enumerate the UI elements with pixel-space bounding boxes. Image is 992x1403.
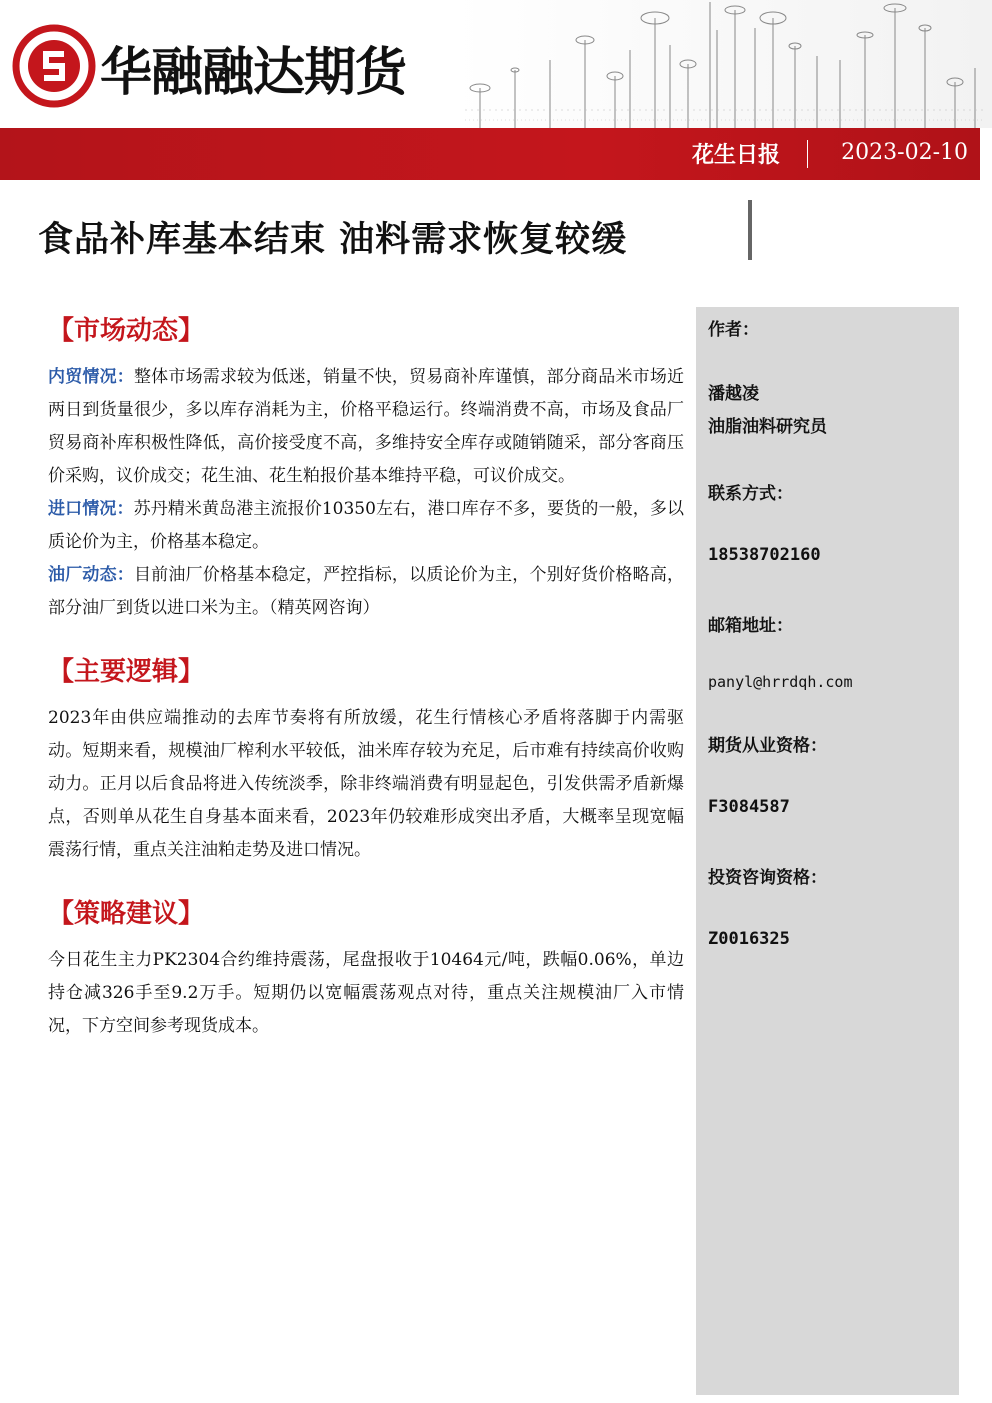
author-name: 潘越凌 [708, 384, 759, 404]
consult-cert-number: Z0016325 [708, 929, 790, 949]
paragraph [48, 559, 684, 625]
report-date: 2023-02-10 [841, 140, 968, 165]
paragraph-lead: 油厂动态： [48, 565, 134, 585]
section-heading: 【市场动态】 [48, 316, 205, 346]
report-type: 花生日报 [691, 142, 780, 168]
author-title: 油脂油料研究员 [708, 417, 827, 437]
header-decoration [455, 0, 992, 128]
brand-name: 华融融达期货 [100, 43, 407, 103]
futures-cert-label: 期货从业资格： [708, 736, 827, 756]
banner-divider [807, 140, 808, 168]
futures-cert-number: F3084587 [708, 797, 790, 817]
paragraph-text: 目前油厂价格基本稳定，严控指标，以质论价为主，个别好货价格略高，部分油厂到货以进口米为主。（精英网咨询） [48, 565, 685, 618]
contact-label: 联系方式： [708, 484, 793, 504]
paragraph [48, 361, 684, 493]
paragraph-text: 今日花生主力PK2304合约维持震荡，尾盘报收于10464元/吨，跌幅0.06%，单边持仓减326手至9.2万手。短期仍以宽幅震荡观点对待，重点关注规模油厂入市情况，下方空间参考现货成本。 [48, 950, 684, 1036]
author-sidebar [696, 307, 959, 1395]
title-accent-bar [748, 200, 752, 260]
report-title: 食品补库基本结束 油料需求恢复较缓 [38, 219, 628, 260]
section-heading: 【策略建议】 [48, 899, 205, 929]
main-content [48, 310, 684, 1069]
phone-number: 18538702160 [708, 545, 821, 565]
email-label: 邮箱地址： [708, 616, 793, 636]
author-label: 作者： [708, 320, 759, 340]
paragraph-text: 整体市场需求较为低迷，销量不快，贸易商补库谨慎，部分商品米市场近两日到货量很少，多以库存消耗为主，价格平稳运行。终端消费不高，市场及食品厂贸易商补库积极性降低，高价接受度不高，多维持安全库存或随销随采，部分客商压价采购，议价成交；花生油、花生粕报价基本维持平稳，可议价成交。 [48, 367, 685, 486]
consult-cert-label: 投资咨询资格： [708, 868, 827, 888]
email-address[interactable]: panyl@hrrdqh.com [708, 673, 853, 691]
paragraph [48, 702, 684, 867]
section-market [48, 310, 684, 625]
section-logic [48, 651, 684, 867]
paragraph-lead: 内贸情况： [48, 367, 134, 387]
section-strategy [48, 893, 684, 1043]
paragraph-lead: 进口情况： [48, 499, 134, 519]
section-heading: 【主要逻辑】 [48, 657, 205, 687]
paragraph [48, 944, 684, 1043]
header-banner [0, 128, 980, 180]
paragraph-text: 2023年由供应端推动的去库节奏将有所放缓，花生行情核心矛盾将落脚于内需驱动。短期来看，规模油厂榨利水平较低，油米库存较为充足，后市难有持续高价收购动力。正月以后食品将进入传统淡季，除非终端消费有明显起色，引发供需矛盾新爆点，否则单从花生自身基本面来看，2023年仍较难形成突出矛盾，大概率呈现宽幅震荡行情，重点关注油粕走势及进口情况。 [48, 708, 684, 860]
company-logo-icon [12, 24, 96, 108]
paragraph-text: 苏丹精米黄岛港主流报价10350左右，港口库存不多，要货的一般，多以质论价为主，价格基本稳定。 [48, 499, 684, 552]
paragraph [48, 493, 684, 559]
